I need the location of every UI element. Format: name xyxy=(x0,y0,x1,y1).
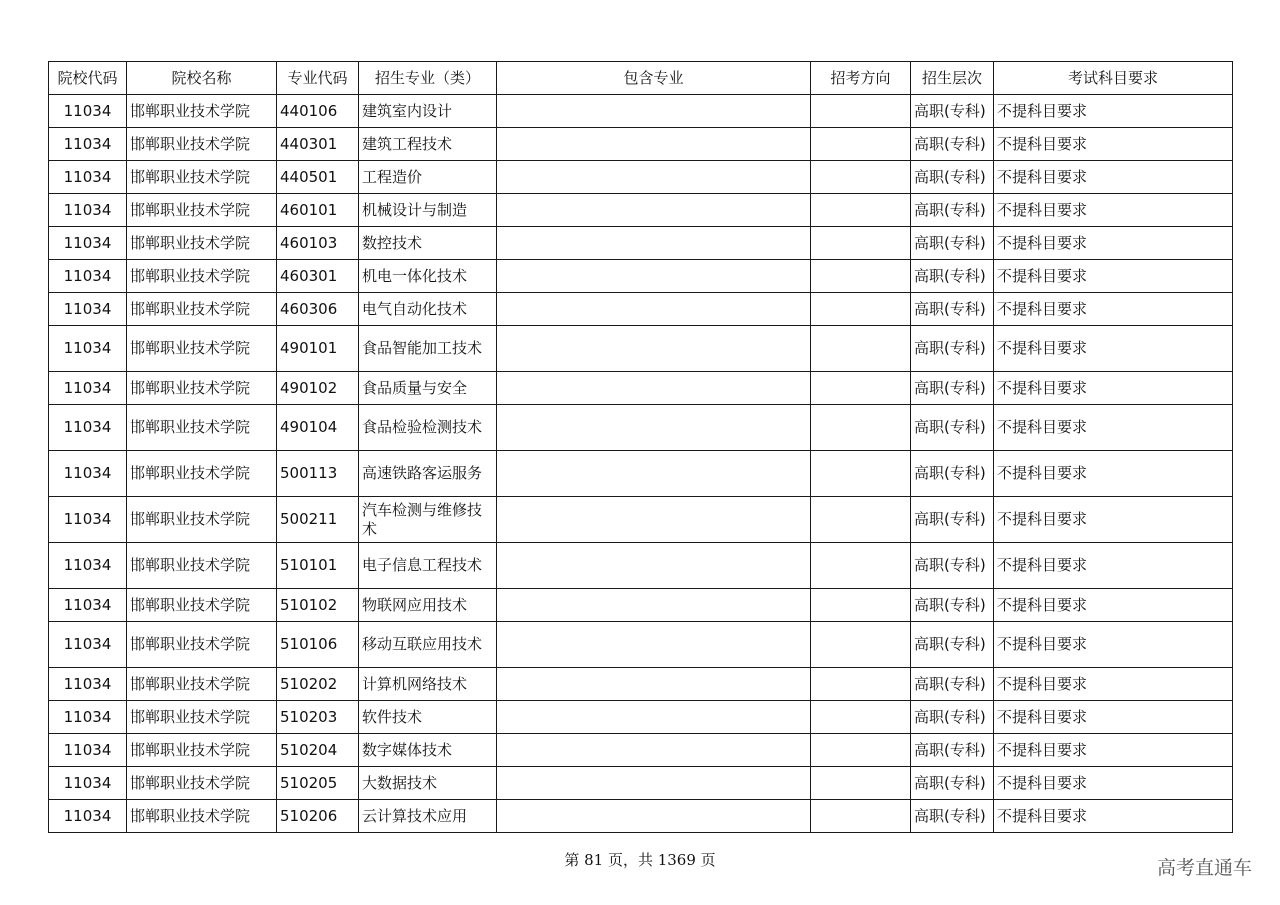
cell-direction xyxy=(811,668,911,701)
cell-school-name: 邯郸职业技术学院 xyxy=(127,128,277,161)
cell-direction xyxy=(811,194,911,227)
cell-level: 高职(专科) xyxy=(911,326,994,372)
cell-requirement: 不提科目要求 xyxy=(994,734,1233,767)
table-row xyxy=(49,194,1233,227)
table-row xyxy=(49,95,1233,128)
cell-major-code: 460306 xyxy=(277,293,359,326)
cell-level: 高职(专科) xyxy=(911,227,994,260)
cell-major-code: 500113 xyxy=(277,451,359,497)
cell-level: 高职(专科) xyxy=(911,128,994,161)
cell-level: 高职(专科) xyxy=(911,767,994,800)
cell-major: 建筑工程技术 xyxy=(359,128,497,161)
cell-major: 物联网应用技术 xyxy=(359,589,497,622)
cell-school-code: 11034 xyxy=(49,293,127,326)
cell-requirement: 不提科目要求 xyxy=(994,405,1233,451)
cell-school-code: 11034 xyxy=(49,451,127,497)
cell-school-name: 邯郸职业技术学院 xyxy=(127,622,277,668)
cell-major: 机械设计与制造 xyxy=(359,194,497,227)
cell-major: 数控技术 xyxy=(359,227,497,260)
table-row xyxy=(49,405,1233,451)
cell-school-code: 11034 xyxy=(49,668,127,701)
cell-school-name: 邯郸职业技术学院 xyxy=(127,161,277,194)
cell-school-name: 邯郸职业技术学院 xyxy=(127,497,277,543)
cell-school-name: 邯郸职业技术学院 xyxy=(127,668,277,701)
header-school-name: 院校名称 xyxy=(127,62,277,95)
cell-level: 高职(专科) xyxy=(911,497,994,543)
cell-major-code: 440106 xyxy=(277,95,359,128)
cell-school-name: 邯郸职业技术学院 xyxy=(127,589,277,622)
cell-major-code: 510202 xyxy=(277,668,359,701)
cell-major-code: 460103 xyxy=(277,227,359,260)
cell-requirement: 不提科目要求 xyxy=(994,227,1233,260)
cell-included-majors xyxy=(497,451,811,497)
cell-level: 高职(专科) xyxy=(911,543,994,589)
cell-requirement: 不提科目要求 xyxy=(994,701,1233,734)
cell-major: 云计算技术应用 xyxy=(359,800,497,833)
header-requirement: 考试科目要求 xyxy=(994,62,1233,95)
cell-included-majors xyxy=(497,194,811,227)
cell-requirement: 不提科目要求 xyxy=(994,161,1233,194)
table-row xyxy=(49,497,1233,543)
cell-requirement: 不提科目要求 xyxy=(994,622,1233,668)
cell-major: 高速铁路客运服务 xyxy=(359,451,497,497)
cell-major: 电子信息工程技术 xyxy=(359,543,497,589)
cell-requirement: 不提科目要求 xyxy=(994,800,1233,833)
cell-direction xyxy=(811,260,911,293)
cell-major-code: 510204 xyxy=(277,734,359,767)
cell-included-majors xyxy=(497,589,811,622)
cell-included-majors xyxy=(497,701,811,734)
cell-school-name: 邯郸职业技术学院 xyxy=(127,800,277,833)
cell-major-code: 490101 xyxy=(277,326,359,372)
cell-included-majors xyxy=(497,372,811,405)
cell-school-name: 邯郸职业技术学院 xyxy=(127,95,277,128)
cell-school-name: 邯郸职业技术学院 xyxy=(127,194,277,227)
cell-school-code: 11034 xyxy=(49,701,127,734)
cell-school-name: 邯郸职业技术学院 xyxy=(127,451,277,497)
cell-major-code: 440301 xyxy=(277,128,359,161)
cell-school-name: 邯郸职业技术学院 xyxy=(127,701,277,734)
cell-requirement: 不提科目要求 xyxy=(994,668,1233,701)
cell-level: 高职(专科) xyxy=(911,95,994,128)
cell-level: 高职(专科) xyxy=(911,161,994,194)
cell-major-code: 510102 xyxy=(277,589,359,622)
table-row xyxy=(49,701,1233,734)
cell-direction xyxy=(811,734,911,767)
cell-school-code: 11034 xyxy=(49,128,127,161)
cell-direction xyxy=(811,227,911,260)
cell-requirement: 不提科目要求 xyxy=(994,326,1233,372)
cell-direction xyxy=(811,543,911,589)
header-school-code: 院校代码 xyxy=(49,62,127,95)
cell-school-code: 11034 xyxy=(49,734,127,767)
cell-level: 高职(专科) xyxy=(911,734,994,767)
cell-requirement: 不提科目要求 xyxy=(994,767,1233,800)
header-major-code: 专业代码 xyxy=(277,62,359,95)
cell-school-code: 11034 xyxy=(49,326,127,372)
cell-school-code: 11034 xyxy=(49,405,127,451)
cell-level: 高职(专科) xyxy=(911,668,994,701)
cell-major: 软件技术 xyxy=(359,701,497,734)
table-header xyxy=(49,62,1233,95)
table-row xyxy=(49,161,1233,194)
cell-school-name: 邯郸职业技术学院 xyxy=(127,767,277,800)
cell-included-majors xyxy=(497,734,811,767)
header-included-majors: 包含专业 xyxy=(497,62,811,95)
cell-included-majors xyxy=(497,497,811,543)
header-row xyxy=(49,62,1233,95)
cell-level: 高职(专科) xyxy=(911,701,994,734)
cell-direction xyxy=(811,767,911,800)
cell-direction xyxy=(811,451,911,497)
cell-included-majors xyxy=(497,800,811,833)
cell-included-majors xyxy=(497,161,811,194)
cell-major-code: 460301 xyxy=(277,260,359,293)
cell-major-code: 500211 xyxy=(277,497,359,543)
table-body xyxy=(49,95,1233,833)
cell-school-code: 11034 xyxy=(49,767,127,800)
cell-level: 高职(专科) xyxy=(911,800,994,833)
table-row xyxy=(49,451,1233,497)
cell-major: 建筑室内设计 xyxy=(359,95,497,128)
header-level: 招生层次 xyxy=(911,62,994,95)
cell-major: 数字媒体技术 xyxy=(359,734,497,767)
cell-direction xyxy=(811,326,911,372)
cell-school-name: 邯郸职业技术学院 xyxy=(127,293,277,326)
cell-direction xyxy=(811,589,911,622)
cell-major-code: 440501 xyxy=(277,161,359,194)
cell-included-majors xyxy=(497,326,811,372)
cell-school-name: 邯郸职业技术学院 xyxy=(127,372,277,405)
cell-direction xyxy=(811,372,911,405)
cell-major: 计算机网络技术 xyxy=(359,668,497,701)
cell-major-code: 490104 xyxy=(277,405,359,451)
cell-major: 食品检验检测技术 xyxy=(359,405,497,451)
cell-requirement: 不提科目要求 xyxy=(994,372,1233,405)
cell-level: 高职(专科) xyxy=(911,260,994,293)
cell-direction xyxy=(811,128,911,161)
cell-level: 高职(专科) xyxy=(911,622,994,668)
cell-direction xyxy=(811,701,911,734)
table-row xyxy=(49,622,1233,668)
cell-included-majors xyxy=(497,128,811,161)
cell-level: 高职(专科) xyxy=(911,194,994,227)
cell-included-majors xyxy=(497,767,811,800)
cell-direction xyxy=(811,161,911,194)
cell-direction xyxy=(811,293,911,326)
cell-major-code: 510101 xyxy=(277,543,359,589)
cell-included-majors xyxy=(497,260,811,293)
cell-included-majors xyxy=(497,95,811,128)
cell-school-name: 邯郸职业技术学院 xyxy=(127,260,277,293)
table-row xyxy=(49,128,1233,161)
admissions-table xyxy=(48,61,1233,833)
header-major: 招生专业（类） xyxy=(359,62,497,95)
table-row xyxy=(49,293,1233,326)
cell-requirement: 不提科目要求 xyxy=(994,543,1233,589)
cell-included-majors xyxy=(497,543,811,589)
header-direction: 招考方向 xyxy=(811,62,911,95)
cell-level: 高职(专科) xyxy=(911,451,994,497)
table-row xyxy=(49,543,1233,589)
table-row xyxy=(49,800,1233,833)
table-row xyxy=(49,260,1233,293)
cell-included-majors xyxy=(497,293,811,326)
cell-school-code: 11034 xyxy=(49,622,127,668)
table-row xyxy=(49,734,1233,767)
cell-school-name: 邯郸职业技术学院 xyxy=(127,326,277,372)
cell-major: 工程造价 xyxy=(359,161,497,194)
cell-requirement: 不提科目要求 xyxy=(994,293,1233,326)
cell-direction xyxy=(811,622,911,668)
cell-requirement: 不提科目要求 xyxy=(994,260,1233,293)
cell-school-code: 11034 xyxy=(49,589,127,622)
cell-school-code: 11034 xyxy=(49,543,127,589)
cell-included-majors xyxy=(497,622,811,668)
page-footer: 第 81 页，共 1369 页 xyxy=(564,851,716,869)
table-row xyxy=(49,767,1233,800)
table-row xyxy=(49,589,1233,622)
cell-requirement: 不提科目要求 xyxy=(994,194,1233,227)
cell-direction xyxy=(811,95,911,128)
cell-included-majors xyxy=(497,668,811,701)
cell-school-name: 邯郸职业技术学院 xyxy=(127,227,277,260)
table-row xyxy=(49,227,1233,260)
cell-major: 机电一体化技术 xyxy=(359,260,497,293)
cell-direction xyxy=(811,497,911,543)
cell-school-code: 11034 xyxy=(49,161,127,194)
cell-level: 高职(专科) xyxy=(911,293,994,326)
cell-requirement: 不提科目要求 xyxy=(994,589,1233,622)
cell-major: 大数据技术 xyxy=(359,767,497,800)
cell-requirement: 不提科目要求 xyxy=(994,128,1233,161)
watermark: 高考直通车 xyxy=(1156,857,1252,879)
cell-direction xyxy=(811,800,911,833)
cell-requirement: 不提科目要求 xyxy=(994,451,1233,497)
cell-level: 高职(专科) xyxy=(911,372,994,405)
cell-school-code: 11034 xyxy=(49,194,127,227)
cell-direction xyxy=(811,405,911,451)
cell-major: 电气自动化技术 xyxy=(359,293,497,326)
cell-requirement: 不提科目要求 xyxy=(994,497,1233,543)
cell-major-code: 510203 xyxy=(277,701,359,734)
cell-school-code: 11034 xyxy=(49,95,127,128)
cell-school-code: 11034 xyxy=(49,227,127,260)
cell-major: 移动互联应用技术 xyxy=(359,622,497,668)
cell-level: 高职(专科) xyxy=(911,405,994,451)
cell-major-code: 460101 xyxy=(277,194,359,227)
cell-major: 食品智能加工技术 xyxy=(359,326,497,372)
cell-school-code: 11034 xyxy=(49,497,127,543)
cell-major-code: 510205 xyxy=(277,767,359,800)
table-row xyxy=(49,372,1233,405)
cell-included-majors xyxy=(497,227,811,260)
table-row xyxy=(49,668,1233,701)
cell-school-code: 11034 xyxy=(49,800,127,833)
cell-school-name: 邯郸职业技术学院 xyxy=(127,734,277,767)
cell-school-code: 11034 xyxy=(49,260,127,293)
cell-major-code: 510206 xyxy=(277,800,359,833)
cell-school-code: 11034 xyxy=(49,372,127,405)
cell-included-majors xyxy=(497,405,811,451)
cell-requirement: 不提科目要求 xyxy=(994,95,1233,128)
cell-school-name: 邯郸职业技术学院 xyxy=(127,405,277,451)
cell-major-code: 490102 xyxy=(277,372,359,405)
cell-major: 汽车检测与维修技术 xyxy=(359,497,497,543)
cell-school-name: 邯郸职业技术学院 xyxy=(127,543,277,589)
cell-major-code: 510106 xyxy=(277,622,359,668)
table-row xyxy=(49,326,1233,372)
cell-level: 高职(专科) xyxy=(911,589,994,622)
cell-major: 食品质量与安全 xyxy=(359,372,497,405)
